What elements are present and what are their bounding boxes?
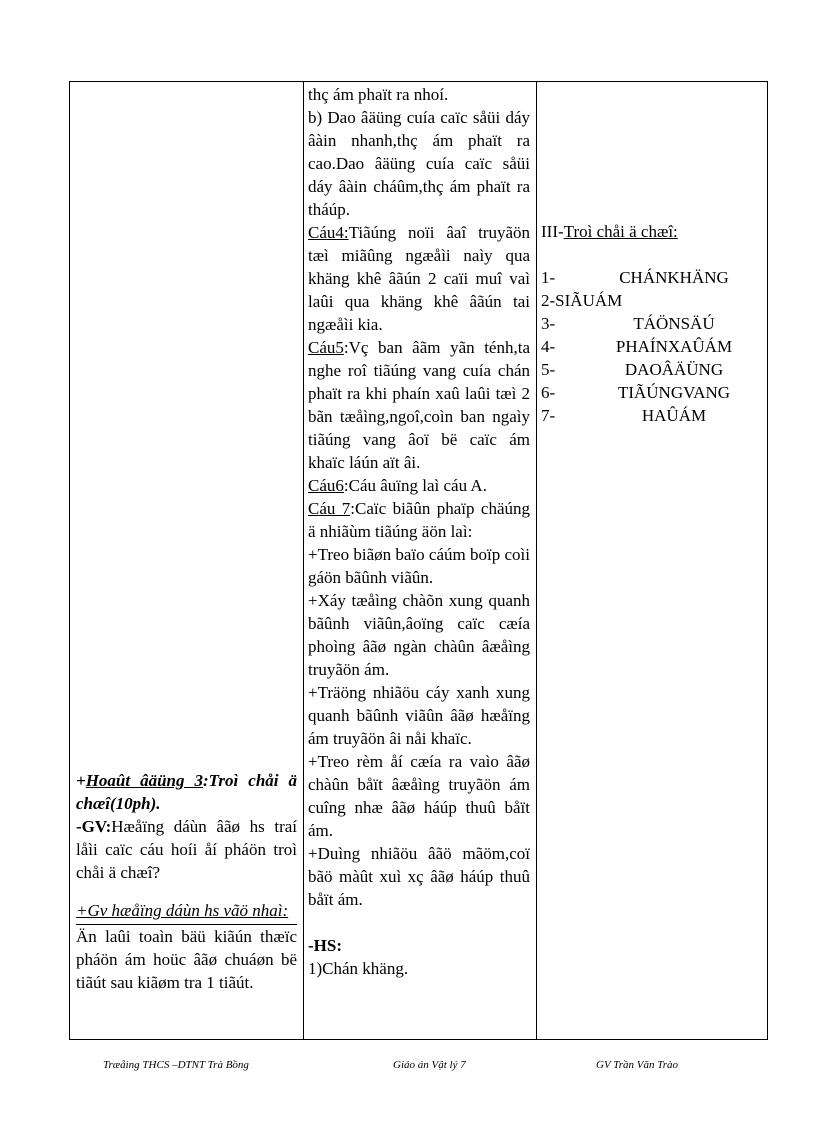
list-item: 3- TÁÖNSÄÚ — [541, 314, 715, 333]
measure-3: +Träöng nhiãöu cáy xanh xung quanh bãûnh viãûn âãø hæåïng ám truyãön âi nåi khaïc. — [308, 683, 530, 748]
game-cell — [541, 220, 761, 427]
homework-review: Än laûi toaìn bäü kiãún thæïc pháön ám hoüc âãø chuáøn bë tiãút sau kiãøm tra 1 tiãút. — [76, 927, 297, 992]
homework-guide: +Gv hæåïng dáùn hs vãö nhaì: — [76, 901, 289, 920]
content-line: thç ám phaït ra nhoí. — [308, 85, 449, 104]
content-cell — [308, 83, 530, 980]
answer-7: Cáu 7:Caïc biãûn phaïp chäúng ä nhiãùm tiãúng äön laì: — [308, 499, 530, 541]
measure-5: +Duìng nhiãöu âãö mãöm,coï bãö màût xuì xç âãø háúp thuû båït ám. — [308, 844, 530, 909]
list-item: 7- HAÛÁM — [541, 406, 707, 425]
footer-subject: Giáo án Vật lý 7 — [393, 1059, 466, 1071]
measure-2: +Xáy tæåìng chàõn xung quanh bãûnh viãûn,âoïng caïc cæía phoìng âãø ngàn chàûn âæåìng truyãön ám. — [308, 591, 530, 679]
activity-title-label: Hoaût âäüng 3 — [85, 771, 204, 790]
game-heading: III-Troì chåi ä chæî: — [541, 222, 678, 241]
hs-label: -HS: — [308, 936, 342, 955]
answer-4: Cáu4:Tiãúng noïi âaî truyãön tæì miãûng ngæåìi naìy qua khäng khê âãún 2 caïi muî vaì laûi qua khäng khê âãún tai ngæåìi kia. — [308, 223, 530, 334]
content-line: b) Dao âäüng cuía caïc såüi dáy âàin nhanh,thç ám phaït ra cao.Dao âäüng cuía caïc såüi dáy âàin cháûm,thç ám phaït ra tháúp. — [308, 108, 530, 219]
hs-answer: 1)Chán khäng. — [308, 959, 409, 978]
answer-6: Cáu6:Cáu âuïng laì cáu A. — [308, 476, 487, 495]
measure-4: +Treo rèm åí cæía ra vaìo âãø chàûn båït âæåìng truyãön ám cuîng nhæ âãø háúp thuû båït ám. — [308, 752, 530, 840]
game-column — [537, 82, 767, 1039]
activity-column — [70, 82, 304, 1039]
list-item: 1- CHÁNKHÄNG — [541, 268, 729, 287]
list-item: 5- DAOÂÄÜNG — [541, 360, 724, 379]
list-item: 4- PHAÍNXAÛÁM — [541, 337, 733, 356]
footer-teacher: GV Trần Văn Trào — [596, 1059, 679, 1071]
activity-cell — [76, 769, 297, 994]
lesson-table — [69, 81, 768, 1040]
answer-5: Cáu5:Vç ban âãm yãn ténh,ta nghe roî tiãúng vang cuía chán phaït ra khi phaín xaû laûi tæì 2 bãn tæåìng,ngoî,coìn ban ngaìy tiãúng vang âoï bë caïc ám khaïc láún aït âi. — [308, 338, 530, 472]
activity-title: +Hoaût âäüng 3:Troì chåi ä chæî(10ph). — [76, 771, 297, 813]
gv-instruction: -GV:Hæåïng dáùn âãø hs traí låìi caïc cáu hoíi åí pháön troì chåi ä chæî? — [76, 817, 297, 882]
content-column — [304, 82, 537, 1039]
footer-school: Træåìng THCS –DTNT Trà Bồng — [103, 1059, 249, 1071]
measure-1: +Treo biãøn baïo cáúm boïp coìi gáön bãûnh viãûn. — [308, 545, 530, 587]
list-item: 6- TIÃÚNGVANG — [541, 383, 731, 402]
list-item: 2- SIÃUÁM — [541, 291, 623, 310]
